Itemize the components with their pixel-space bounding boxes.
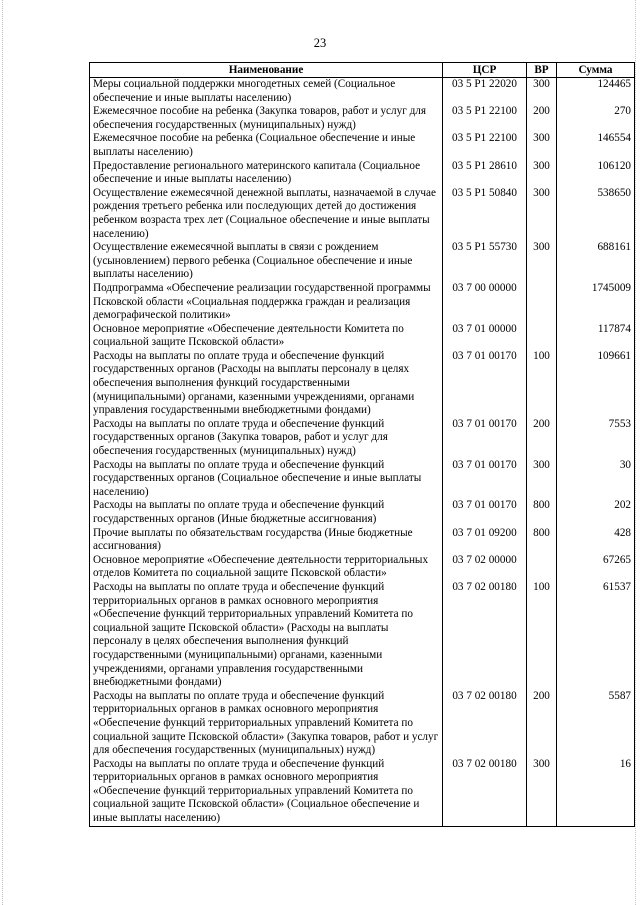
row-csr-cell: 03 7 02 00000 (443, 554, 527, 581)
row-csr-cell: 03 5 P1 55730 (443, 241, 527, 282)
row-csr-cell: 03 7 00 00000 (443, 282, 527, 323)
row-vr-cell: 200 (527, 418, 557, 459)
row-vr-cell: 300 (527, 758, 557, 826)
header-name: Наименование (90, 63, 443, 78)
row-sum-cell: 106120 (557, 160, 635, 187)
row-name-cell: Осуществление ежемесячной выплаты в связи с рождением (усыновлением) первого ребенка (Социальное обеспечение и иные выплаты населению) (90, 241, 443, 282)
row-csr-cell: 03 5 P1 22100 (443, 132, 527, 159)
table-row (90, 758, 635, 826)
row-csr-cell: 03 5 P1 50840 (443, 187, 527, 241)
table-body (90, 78, 635, 827)
row-csr-cell: 03 5 P1 22100 (443, 105, 527, 132)
row-name-cell: Расходы на выплаты по оплате труда и обеспечение функций государственных органов (Закупка товаров, работ и услуг для обеспечения государственных (муниципальных) нужд) (90, 418, 443, 459)
row-vr-cell: 300 (527, 132, 557, 159)
row-vr-cell: 300 (527, 78, 557, 106)
row-sum-cell: 270 (557, 105, 635, 132)
row-csr-cell: 03 7 01 00170 (443, 350, 527, 418)
page-number: 23 (313, 36, 327, 50)
table-row (90, 350, 635, 418)
header-vr: ВР (527, 63, 557, 78)
table-row (90, 418, 635, 459)
row-csr-cell: 03 7 02 00180 (443, 581, 527, 690)
table-row (90, 499, 635, 526)
budget-table (89, 62, 635, 827)
row-csr-cell: 03 7 02 00180 (443, 758, 527, 826)
row-name-cell: Ежемесячное пособие на ребенка (Социальное обеспечение и иные выплаты населению) (90, 132, 443, 159)
table-row (90, 581, 635, 690)
row-csr-cell: 03 7 01 00170 (443, 459, 527, 500)
scan-edge-right (635, 0, 637, 905)
row-vr-cell (527, 323, 557, 350)
row-name-cell: Основное мероприятие «Обеспечение деятельности Комитета по социальной защите Псковской области» (90, 323, 443, 350)
row-vr-cell (527, 554, 557, 581)
row-csr-cell: 03 7 01 00000 (443, 323, 527, 350)
row-name-cell: Расходы на выплаты по оплате труда и обеспечение функций государственных органов (Социальное обеспечение и иные выплаты населению) (90, 459, 443, 500)
row-sum-cell: 109661 (557, 350, 635, 418)
table-row (90, 690, 635, 758)
row-csr-cell: 03 5 P1 22020 (443, 78, 527, 106)
row-vr-cell: 100 (527, 350, 557, 418)
row-csr-cell: 03 7 01 09200 (443, 527, 527, 554)
row-csr-cell: 03 7 01 00170 (443, 418, 527, 459)
table-row (90, 241, 635, 282)
table-row (90, 323, 635, 350)
table-row (90, 187, 635, 241)
row-sum-cell: 61537 (557, 581, 635, 690)
header-csr: ЦСР (443, 63, 527, 78)
row-sum-cell: 5587 (557, 690, 635, 758)
row-sum-cell: 688161 (557, 241, 635, 282)
table-row (90, 105, 635, 132)
row-name-cell: Расходы на выплаты по оплате труда и обеспечение функций территориальных органов в рамках основного мероприятия «Обеспечение функций территориальных управлений Комитета по социальной защите Псковской области» (Расходы на выплаты персоналу в целях обеспечения выполнения функций государственными (муниципальными) органами, казенными учреждениями, органами управления государственными внебюджетными фондами) (90, 581, 443, 690)
row-name-cell: Расходы на выплаты по оплате труда и обеспечение функций государственных органов (Иные бюджетные ассигнования) (90, 499, 443, 526)
row-sum-cell: 7553 (557, 418, 635, 459)
row-csr-cell: 03 7 02 00180 (443, 690, 527, 758)
table-row (90, 160, 635, 187)
row-vr-cell: 800 (527, 527, 557, 554)
row-vr-cell: 300 (527, 160, 557, 187)
table-header-row (90, 63, 635, 78)
row-sum-cell: 30 (557, 459, 635, 500)
row-name-cell: Предоставление регионального материнского капитала (Социальное обеспечение и иные выплаты населению) (90, 160, 443, 187)
row-vr-cell: 200 (527, 105, 557, 132)
row-name-cell: Расходы на выплаты по оплате труда и обеспечение функций территориальных органов в рамках основного мероприятия «Обеспечение функций территориальных управлений Комитета по социальной защите Псковской области» (Социальное обеспечение и иные выплаты населению) (90, 758, 443, 826)
row-sum-cell: 16 (557, 758, 635, 826)
scan-edge-left (2, 0, 4, 905)
row-sum-cell: 538650 (557, 187, 635, 241)
row-sum-cell: 1745009 (557, 282, 635, 323)
row-vr-cell: 300 (527, 459, 557, 500)
row-csr-cell: 03 7 01 00170 (443, 499, 527, 526)
row-name-cell: Подпрограмма «Обеспечение реализации государственной программы Псковской области «Социальная поддержка граждан и реализация демографической политики» (90, 282, 443, 323)
table-row (90, 459, 635, 500)
row-sum-cell: 202 (557, 499, 635, 526)
row-name-cell: Прочие выплаты по обязательствам государства (Иные бюджетные ассигнования) (90, 527, 443, 554)
table-row (90, 78, 635, 106)
header-sum: Сумма (557, 63, 635, 78)
row-vr-cell (527, 282, 557, 323)
row-name-cell: Расходы на выплаты по оплате труда и обеспечение функций государственных органов (Расходы на выплаты персоналу в целях обеспечения выполнения функций государственными (муниципальными) органами, казенными учреждениями, органами управления государственными внебюджетными фондами) (90, 350, 443, 418)
row-sum-cell: 117874 (557, 323, 635, 350)
row-sum-cell: 428 (557, 527, 635, 554)
table-row (90, 282, 635, 323)
table-row (90, 527, 635, 554)
row-name-cell: Основное мероприятие «Обеспечение деятельности территориальных отделов Комитета по социальной защите Псковской области» (90, 554, 443, 581)
row-name-cell: Осуществление ежемесячной денежной выплаты, назначаемой в случае рождения третьего ребенка или последующих детей до достижения ребенком возраста трех лет (Социальное обеспечение и иные выплаты населению) (90, 187, 443, 241)
row-csr-cell: 03 5 P1 28610 (443, 160, 527, 187)
row-vr-cell: 200 (527, 690, 557, 758)
row-vr-cell: 300 (527, 187, 557, 241)
table-row (90, 554, 635, 581)
table-row (90, 132, 635, 159)
row-sum-cell: 146554 (557, 132, 635, 159)
row-vr-cell: 100 (527, 581, 557, 690)
row-vr-cell: 300 (527, 241, 557, 282)
row-name-cell: Ежемесячное пособие на ребенка (Закупка товаров, работ и услуг для обеспечения государственных (муниципальных) нужд) (90, 105, 443, 132)
row-name-cell: Меры социальной поддержки многодетных семей (Социальное обеспечение и иные выплаты населению) (90, 78, 443, 106)
row-name-cell: Расходы на выплаты по оплате труда и обеспечение функций территориальных органов в рамках основного мероприятия «Обеспечение функций территориальных управлений Комитета по социальной защите Псковской области» (Закупка товаров, работ и услуг для обеспечения государственных (муниципальных) нужд) (90, 690, 443, 758)
row-sum-cell: 124465 (557, 78, 635, 106)
row-vr-cell: 800 (527, 499, 557, 526)
row-sum-cell: 67265 (557, 554, 635, 581)
